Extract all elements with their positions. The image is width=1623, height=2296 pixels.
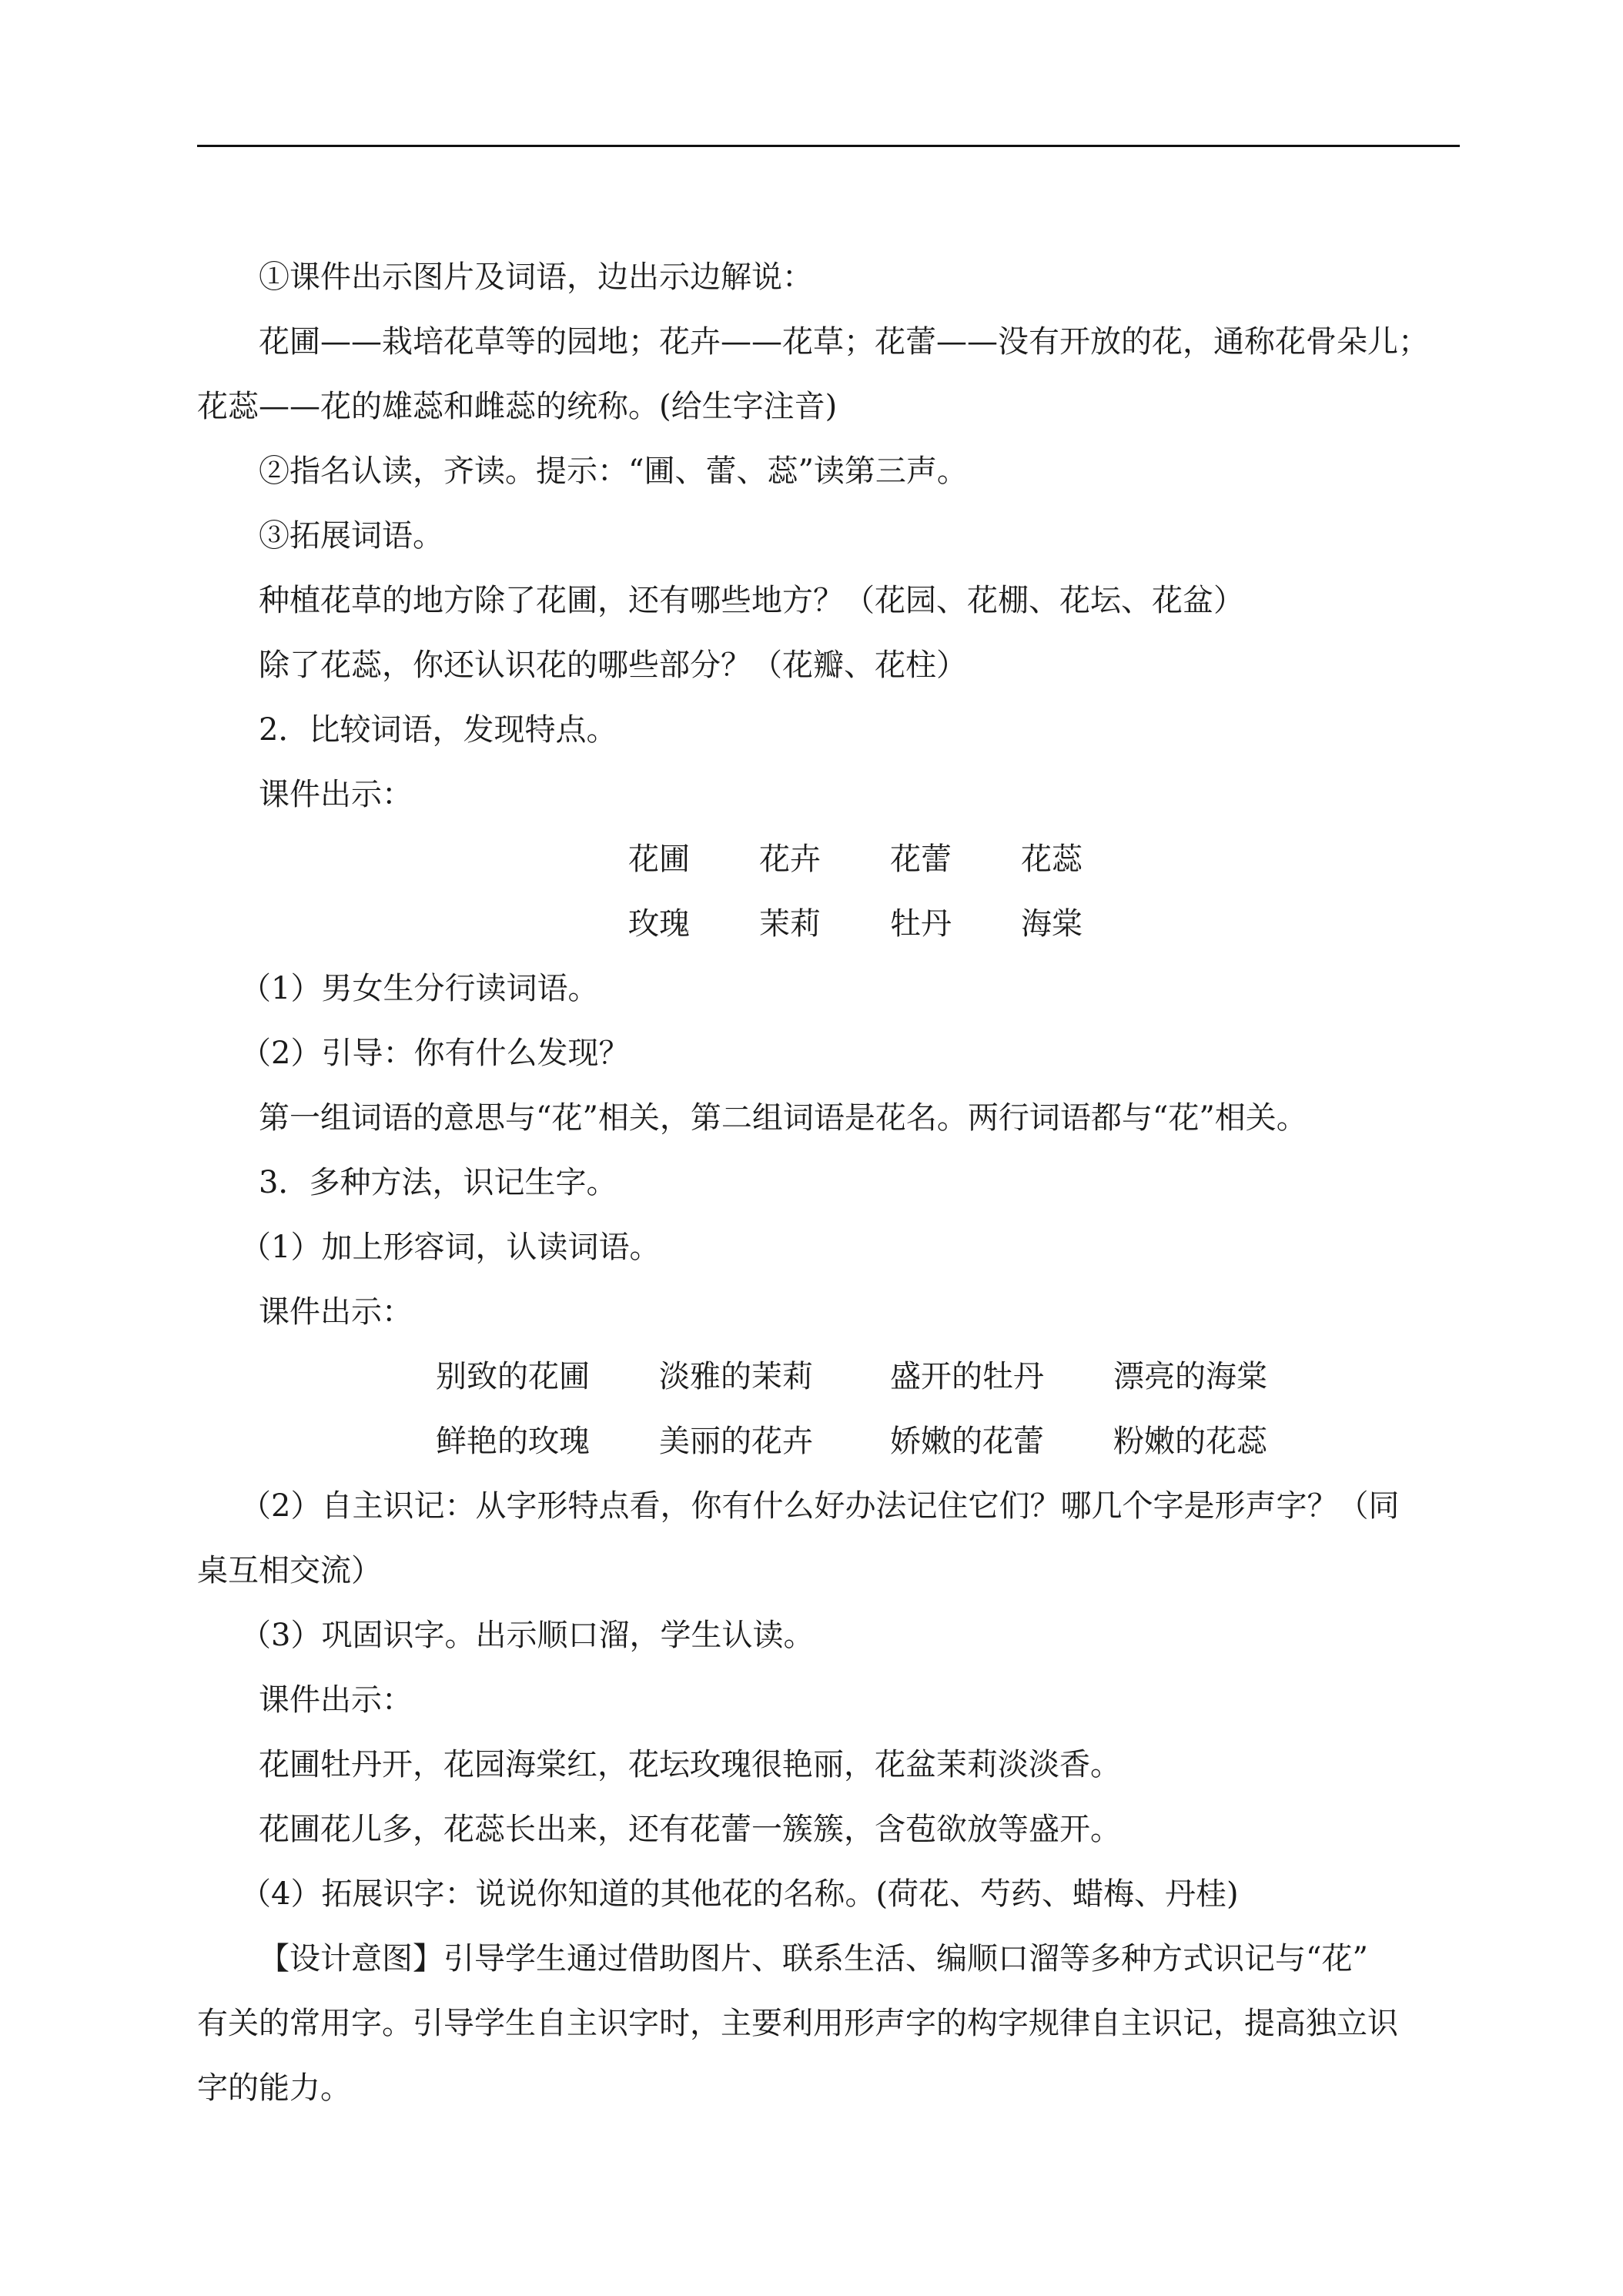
phrase-cell: 漂亮的海棠 (1113, 1359, 1267, 1394)
header-rule (197, 145, 1460, 147)
paragraph-continuation: 字的能力。 (197, 2070, 351, 2106)
paragraph: （1）加上形容词，认读词语。 (240, 1230, 661, 1265)
phrase-cell: 鲜艳的玫瑰 (436, 1424, 590, 1459)
section-heading: 2．比较词语，发现特点。 (259, 712, 617, 748)
word-cell: 茉莉 (759, 906, 821, 942)
paragraph: 课件出示： (259, 1682, 413, 1718)
document-body (197, 245, 1460, 2120)
paragraph: （4）拓展识字：说说你知道的其他花的名称。(荷花、芍药、蜡梅、丹桂) (240, 1876, 1239, 1912)
paragraph: ①课件出示图片及词语，边出示边解说： (259, 259, 813, 295)
phrase-row-1 (197, 1344, 1460, 1409)
word-cell: 花蕾 (890, 842, 952, 877)
paragraph: 课件出示： (259, 777, 413, 812)
paragraph: ③拓展词语。 (259, 518, 443, 554)
phrase-cell: 别致的花圃 (436, 1359, 590, 1394)
paragraph: 第一组词语的意思与“花”相关，第二组词语是花名。两行词语都与“花”相关。 (259, 1100, 1307, 1136)
paragraph: 种植花草的地方除了花圃，还有哪些地方？（花园、花棚、花坛、花盆） (259, 583, 1244, 618)
paragraph-continuation: 桌互相交流） (197, 1553, 382, 1588)
phrase-cell: 粉嫩的花蕊 (1113, 1424, 1267, 1459)
paragraph: （1）男女生分行读词语。 (240, 971, 599, 1006)
paragraph: （2）引导：你有什么发现？ (240, 1036, 630, 1071)
phrase-cell: 淡雅的茉莉 (659, 1359, 813, 1394)
paragraph-continuation: 花蕊——花的雄蕊和雌蕊的统称。(给生字注音) (197, 389, 838, 424)
paragraph: 花圃牡丹开，花园海棠红，花坛玫瑰很艳丽，花盆茉莉淡淡香。 (259, 1747, 1121, 1782)
paragraph: （2）自主识记：从字形特点看，你有什么好办法记住它们？哪几个字是形声字？（同 (240, 1488, 1400, 1524)
word-cell: 花蕊 (1021, 842, 1083, 877)
word-cell: 牡丹 (890, 906, 952, 942)
phrase-cell: 盛开的牡丹 (890, 1359, 1044, 1394)
paragraph-continuation: 有关的常用字。引导学生自主识字时，主要利用形声字的构字规律自主识记，提高独立识 (197, 2006, 1398, 2041)
word-row-2 (197, 892, 1460, 956)
paragraph: 除了花蕊，你还认识花的哪些部分？（花瓣、花柱） (259, 648, 967, 683)
design-intent-paragraph: 【设计意图】引导学生通过借助图片、联系生活、编顺口溜等多种方式识记与“花” (259, 1941, 1368, 1976)
word-row-1 (197, 827, 1460, 892)
word-cell: 海棠 (1021, 906, 1083, 942)
word-cell: 玫瑰 (628, 906, 690, 942)
paragraph: 课件出示： (259, 1294, 413, 1330)
section-heading: 3．多种方法，识记生字。 (259, 1165, 617, 1200)
paragraph: ②指名认读，齐读。提示：“圃、蕾、蕊”读第三声。 (259, 454, 968, 489)
paragraph: 花圃花儿多，花蕊长出来，还有花蕾一簇簇，含苞欲放等盛开。 (259, 1812, 1121, 1847)
paragraph: （3）巩固识字。出示顺口溜，学生认读。 (240, 1618, 815, 1653)
phrase-cell: 美丽的花卉 (659, 1424, 813, 1459)
phrase-row-2 (197, 1409, 1460, 1474)
paragraph: 花圃——栽培花草等的园地；花卉——花草；花蕾——没有开放的花，通称花骨朵儿； (259, 324, 1429, 360)
phrase-cell: 娇嫩的花蕾 (890, 1424, 1044, 1459)
word-cell: 花圃 (628, 842, 690, 877)
word-cell: 花卉 (759, 842, 821, 877)
